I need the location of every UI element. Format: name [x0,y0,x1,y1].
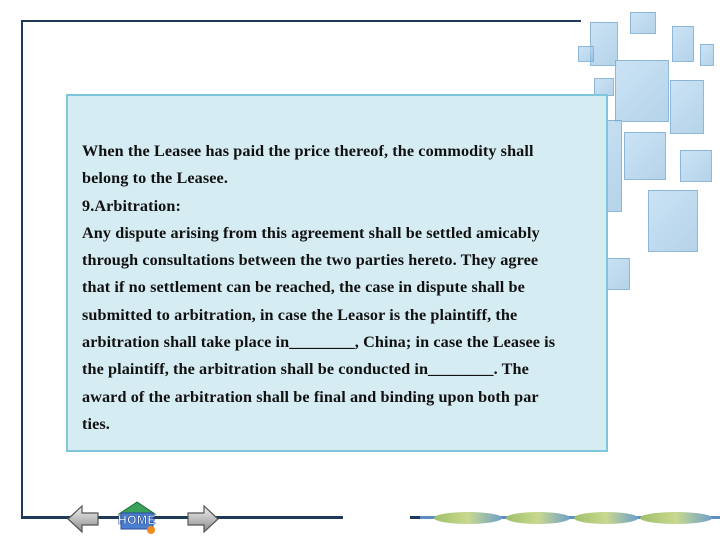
text-line-8: arbitration shall take place in________, China; in case the Leasee is [82,333,556,352]
decorative-bottom-bar [420,511,720,525]
text-line-7: submitted to arbitration, in case the Leasor is the plaintiff, the [82,305,518,324]
text-line-11: ties. [82,414,110,433]
text-line-4: Any dispute arising from this agreement shall be settled amicably [82,223,540,242]
home-button[interactable] [115,500,159,536]
arrow-left-icon[interactable] [66,504,100,534]
text-line-5: through consultations between the two parties hereto. They agree [82,251,539,270]
content-box [66,94,608,452]
text-line-2: belong to the Leasee. [82,169,228,188]
text-line-9: the plaintiff, the arbitration shall be conducted in________. The [82,360,529,379]
arrow-right-icon[interactable] [186,504,220,534]
text-line-6: that if no settlement can be reached, the case in dispute shall be [82,278,525,297]
text-line-1: When the Leasee has paid the price thereof, the commodity shall [82,142,534,160]
frame-left-line [21,20,23,518]
frame-top-line [21,20,581,22]
text-line-3: 9.Arbitration: [82,196,181,215]
home-label: HOME [118,513,156,527]
text-line-10: award of the arbitration shall be final and binding upon both par [82,387,539,406]
